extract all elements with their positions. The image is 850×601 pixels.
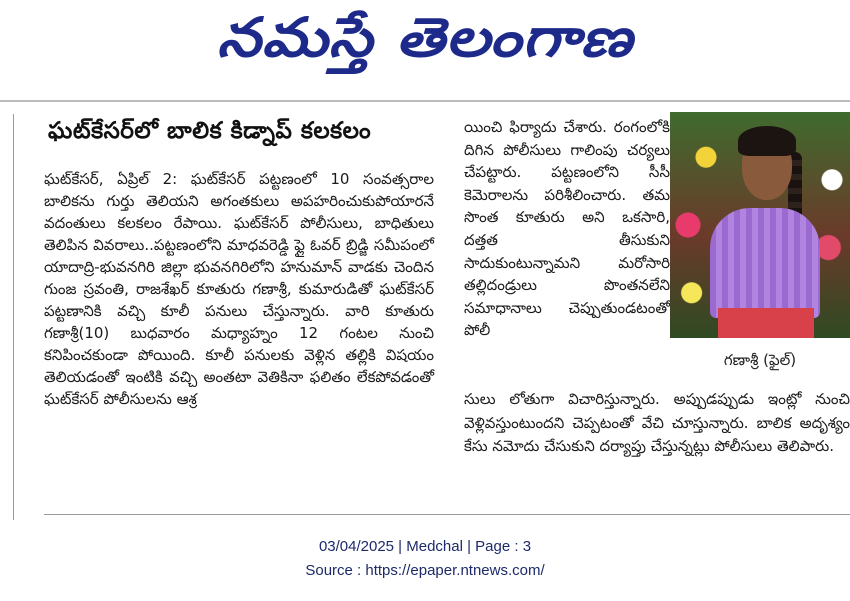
masthead xyxy=(0,0,850,92)
article-bottom-rule xyxy=(44,514,850,515)
article-paragraph: సులు లోతుగా విచారిస్తున్నారు. అప్పుడప్పుడు ఇంట్లో నుంచి వెళ్లివస్తుంటుందని చెప్పటంతో వేచి చూస్తున్నారు. బాలిక అదృశ్యం కేసు నమోదు చేసుకుని దర్యాప్తు చేస్తున్నట్లు పోలీసులు తెలిపారు. xyxy=(464,390,850,455)
photo-skirt xyxy=(718,308,814,338)
photo-dress xyxy=(710,208,820,318)
article-headline: ఘట్‌కేసర్‌లో బాలిక కిడ్నాప్ కలకలం xyxy=(48,118,372,144)
article-body-left xyxy=(44,168,434,410)
photo-caption: గణాశ్రీ (ఫైల్) xyxy=(670,338,850,386)
article-paragraph: యించి ఫిర్యాదు చేశారు. రంగంలోకి దిగిన పోలీసులు గాలింపు చర్యలు చేపట్టారు. పట్టణంలోని సీసీ కెమెరాలను పరిశీలించారు. తమ సొంత కూతురు అని ఒకసారి, దత్తత తీసుకుని సాదుకుంటున్నామని మరోసారి తల్లిదండ్రులు పొంతనలేని సమాధానాలు చెప్పుతుండటంతో పోలీ xyxy=(464,118,670,340)
article-photo xyxy=(670,112,850,338)
column-rule-left xyxy=(13,114,14,520)
photo-hair xyxy=(738,126,796,156)
page-footer xyxy=(0,535,850,583)
source-link[interactable]: Source : https://epaper.ntnews.com/ xyxy=(305,562,545,579)
article-body-middle xyxy=(464,116,670,342)
edition-info: 03/04/2025 | Medchal | Page : 3 xyxy=(318,538,532,555)
newspaper-logo: నమస్తే తెలంగాణ xyxy=(216,6,634,69)
article-paragraph: ఘట్‌కేసర్, ఏప్రిల్ 2: ఘట్‌కేసర్ పట్టణంలో 10 సంవత్సరాల బాలికను గుర్తు తెలియని అగంతకులు అపహరించుకుపోయారనే వదంతులు కలకలం రేపాయి. ఘట్‌కేసర్ పోలీసులు, బాధితులు తెలిపిన వివరాలు..పట్టణంలోని మాధవరెడ్డి ఫ్లై ఓవర్ బ్రిడ్జి సమీపంలో యాదాద్రి-భువనగిరి జిల్లా భువనగిరిలోని హనుమాన్ వాడకు చెందిన గుంజ స్రవంతి, రాజశేఖర్ కూతురు గణాశ్రీ, కుమారుడితో ఘట్‌కేసర్ పట్టణానికి వచ్చి కూలీ పనులు చేస్తున్నారు. వారి కూతురు గణాశ్రీ(10) బుధవారం మధ్యాహ్నం 12 గంటల నుంచి కనిపించకుండా పోయింది. కూలీ పనులకు వెళ్లిన తల్లికి విషయం తెలియడంతో ఇంటికి వచ్చి అంతటా వెతికినా ఫలితం లేకపోవడంతో ఘట్‌కేసర్ పోలీసులను ఆశ్ర xyxy=(44,170,434,408)
article-body-bottom xyxy=(464,388,850,459)
masthead-divider xyxy=(0,100,850,102)
